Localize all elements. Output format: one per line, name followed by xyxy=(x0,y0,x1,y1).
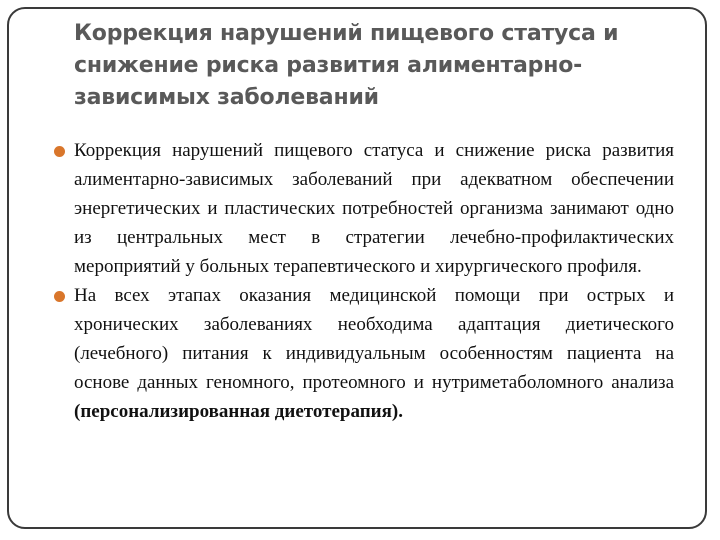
bullet-dot-icon xyxy=(54,291,65,302)
bullet-item-2 xyxy=(50,281,674,426)
slide-title: Коррекция нарушений пищевого статуса и снижение риска развития алиментарно-зависимых заболеваний xyxy=(74,21,619,110)
bullet-item-1 xyxy=(50,136,674,281)
bullet-text: На всех этапах оказания медицинской помощи при острых и хронических заболеваниях необходима адаптация диетического (лечебного) питания к индивидуальным особенностям пациента на основе данных геномного, протеомного и нутриметаболомного анализа xyxy=(74,285,674,393)
bullet-list xyxy=(50,136,674,426)
bullet-dot-icon xyxy=(54,146,65,157)
bullet-text: Коррекция нарушений пищевого статуса и снижение риска развития алиментарно-зависимых заболеваний при адекватном обеспечении энергетических и пластических потребностей организма занимают одно из центральных мест в стратегии лечебно-профилактических мероприятий у больных терапевтического и хирургического профиля. xyxy=(74,140,674,277)
bullet-bold-text: (персонализированная диетотерапия). xyxy=(74,401,403,422)
